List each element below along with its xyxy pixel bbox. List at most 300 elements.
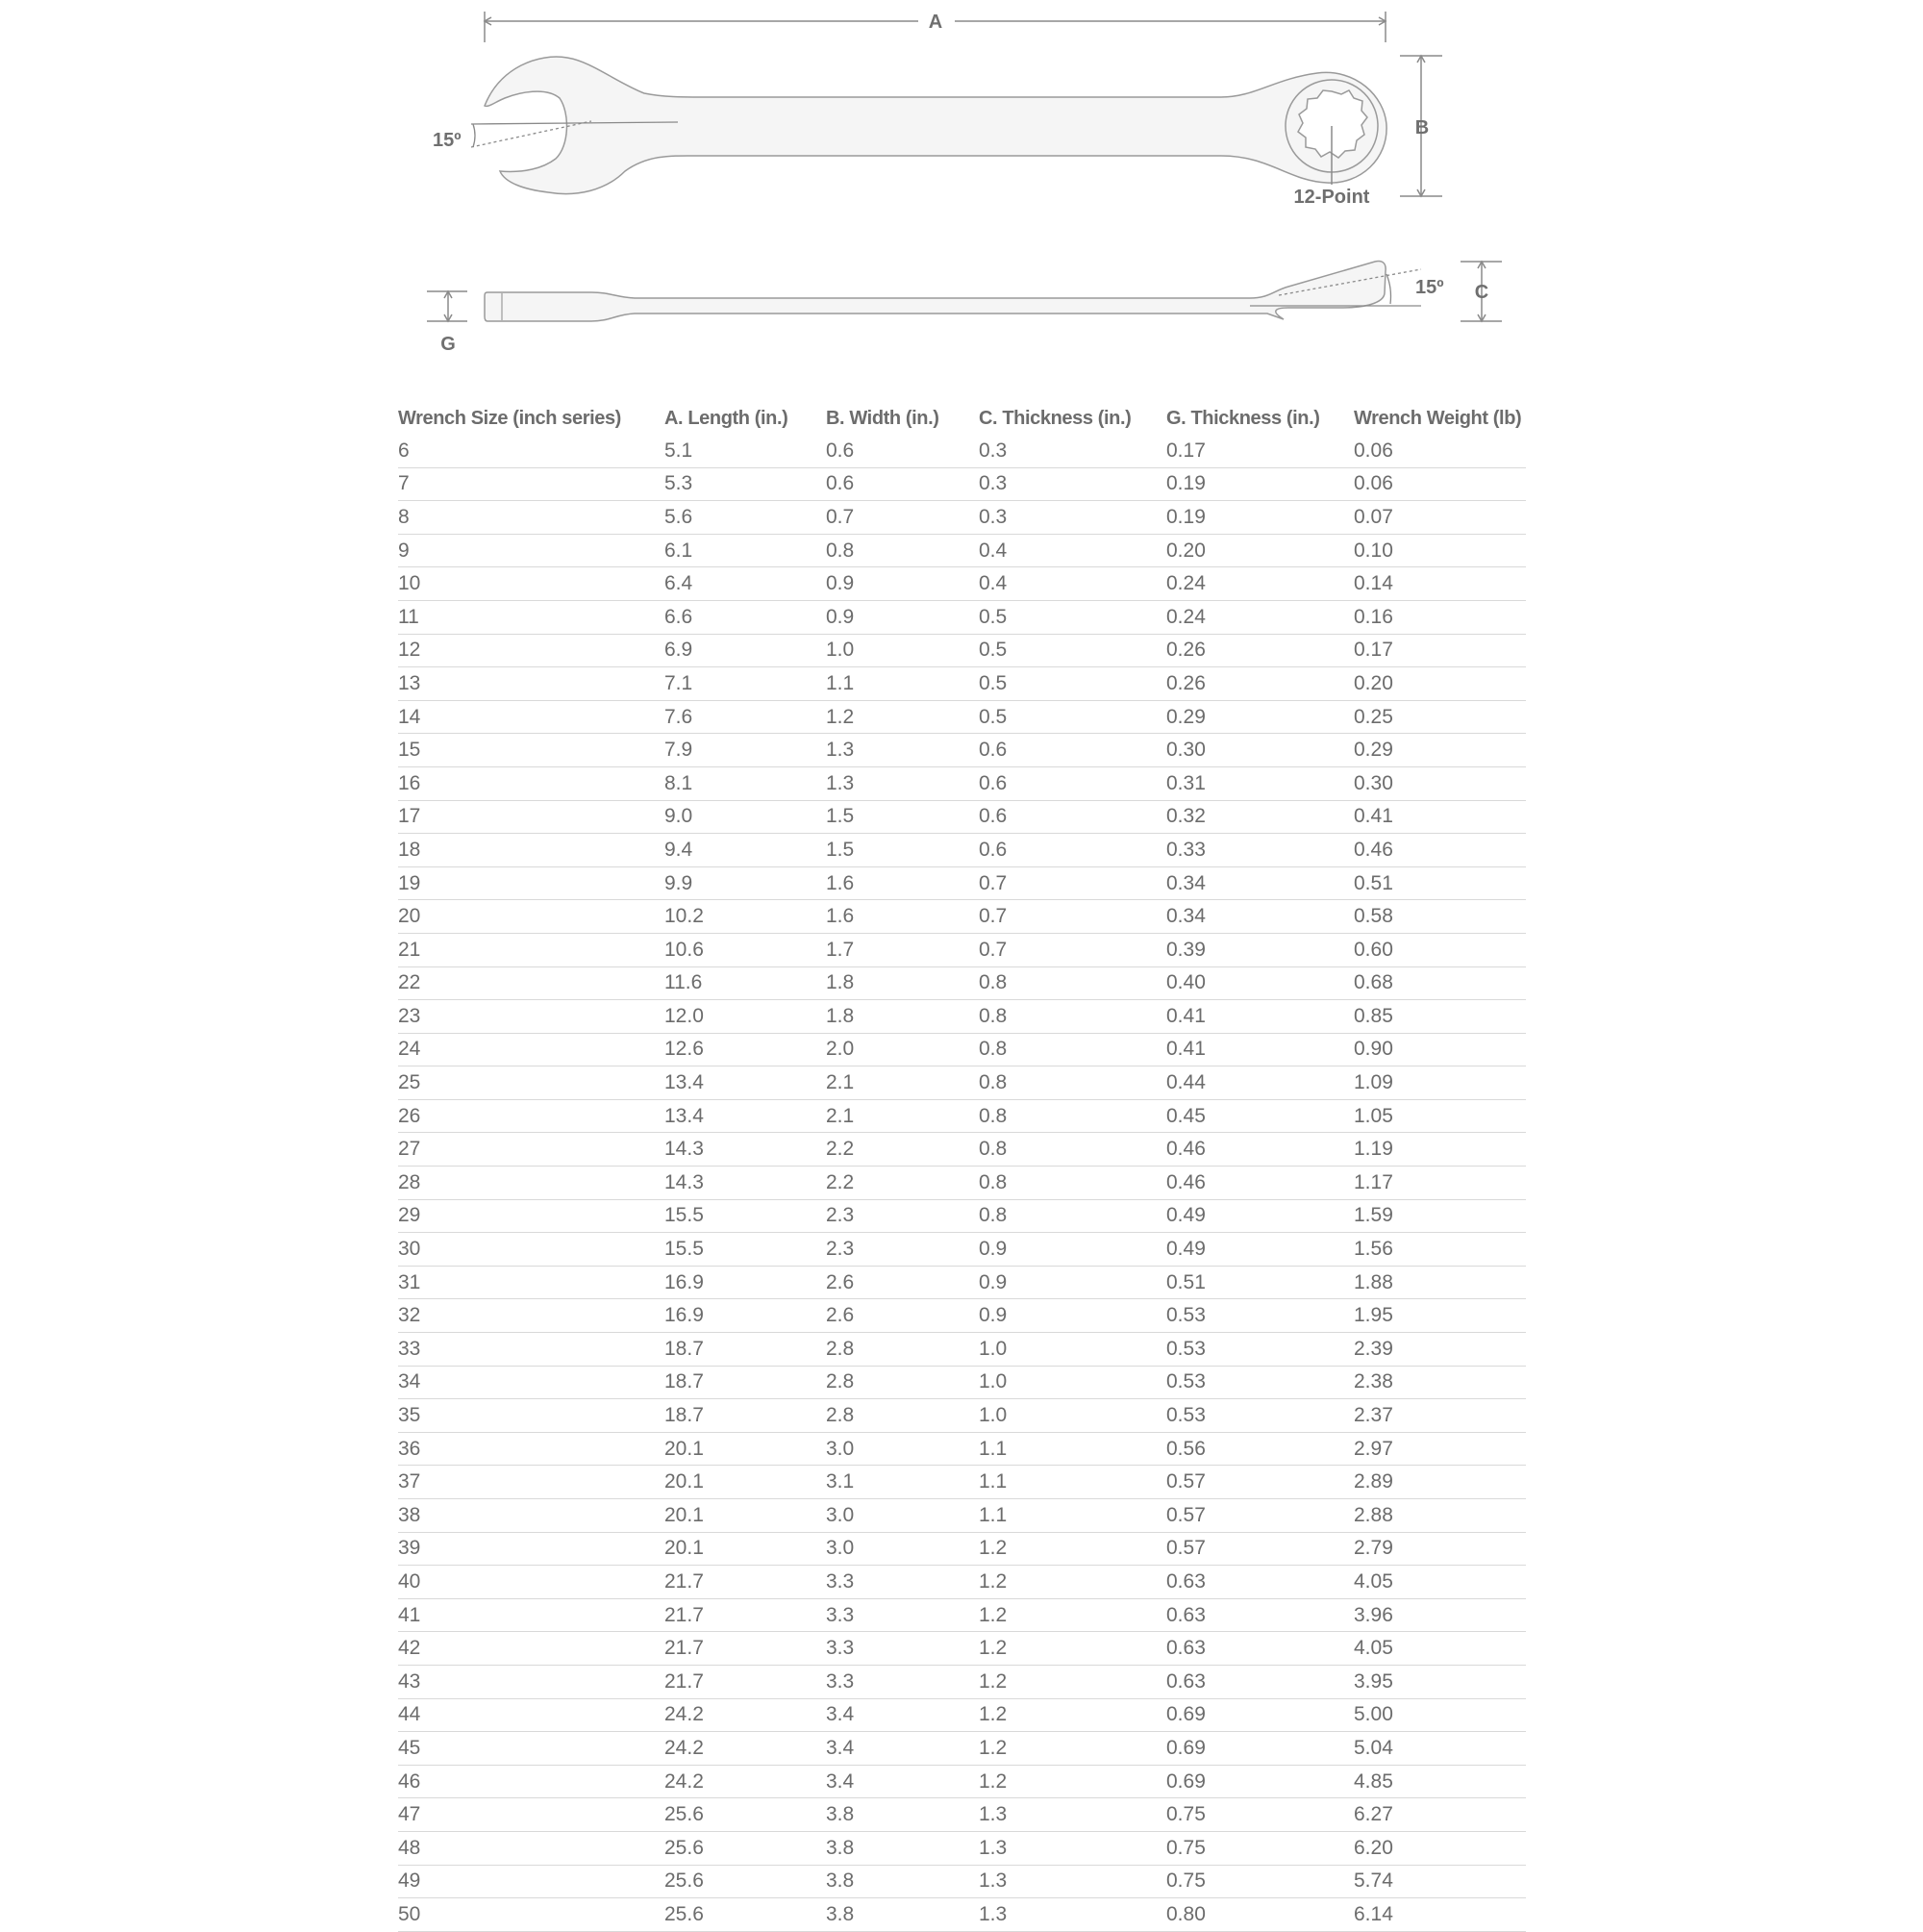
cell-length: 21.7 xyxy=(664,1665,826,1698)
cell-width: 3.3 xyxy=(826,1665,979,1698)
cell-weight: 1.05 xyxy=(1354,1099,1526,1133)
cell-weight: 0.68 xyxy=(1354,966,1526,1000)
cell-c-thickness: 0.7 xyxy=(979,933,1166,966)
cell-width: 1.3 xyxy=(826,766,979,800)
cell-wrench-size: 13 xyxy=(398,667,664,701)
dim-a-label: A xyxy=(928,12,943,33)
cell-width: 3.4 xyxy=(826,1698,979,1732)
cell-g-thickness: 0.63 xyxy=(1166,1665,1354,1698)
cell-weight: 4.05 xyxy=(1354,1566,1526,1599)
cell-width: 1.0 xyxy=(826,634,979,667)
cell-wrench-size: 6 xyxy=(398,435,664,467)
cell-weight: 5.04 xyxy=(1354,1732,1526,1766)
cell-length: 5.1 xyxy=(664,435,826,467)
dim-g-label: G xyxy=(440,334,456,355)
dimension-g xyxy=(427,291,467,321)
header-width: B. Width (in.) xyxy=(826,407,939,429)
table-row xyxy=(398,866,1526,900)
cell-c-thickness: 1.0 xyxy=(979,1366,1166,1399)
cell-weight: 1.17 xyxy=(1354,1167,1526,1200)
cell-c-thickness: 1.3 xyxy=(979,1898,1166,1932)
cell-length: 7.9 xyxy=(664,734,826,767)
cell-c-thickness: 1.2 xyxy=(979,1632,1166,1666)
cell-weight: 0.14 xyxy=(1354,567,1526,601)
cell-g-thickness: 0.53 xyxy=(1166,1399,1354,1433)
cell-weight: 0.58 xyxy=(1354,900,1526,934)
cell-c-thickness: 1.3 xyxy=(979,1831,1166,1865)
cell-weight: 5.74 xyxy=(1354,1865,1526,1898)
cell-width: 2.2 xyxy=(826,1133,979,1167)
cell-g-thickness: 0.75 xyxy=(1166,1831,1354,1865)
cell-c-thickness: 0.5 xyxy=(979,600,1166,634)
cell-g-thickness: 0.32 xyxy=(1166,800,1354,834)
dim-b-label: B xyxy=(1414,117,1430,138)
cell-wrench-size: 14 xyxy=(398,700,664,734)
cell-width: 3.8 xyxy=(826,1831,979,1865)
cell-width: 1.7 xyxy=(826,933,979,966)
cell-length: 25.6 xyxy=(664,1898,826,1932)
cell-c-thickness: 0.8 xyxy=(979,1000,1166,1034)
cell-wrench-size: 31 xyxy=(398,1266,664,1299)
table-row xyxy=(398,1299,1526,1333)
table-row xyxy=(398,1199,1526,1233)
cell-g-thickness: 0.69 xyxy=(1166,1765,1354,1798)
table-row xyxy=(398,1865,1526,1898)
table-row xyxy=(398,1566,1526,1599)
cell-c-thickness: 0.9 xyxy=(979,1266,1166,1299)
cell-weight: 0.06 xyxy=(1354,435,1526,467)
table-row xyxy=(398,1432,1526,1466)
cell-weight: 0.46 xyxy=(1354,834,1526,867)
header-length: A. Length (in.) xyxy=(664,407,788,429)
cell-length: 24.2 xyxy=(664,1732,826,1766)
cell-weight: 0.90 xyxy=(1354,1033,1526,1066)
cell-width: 2.1 xyxy=(826,1099,979,1133)
cell-c-thickness: 1.1 xyxy=(979,1499,1166,1533)
cell-length: 21.7 xyxy=(664,1632,826,1666)
cell-weight: 1.95 xyxy=(1354,1299,1526,1333)
cell-g-thickness: 0.31 xyxy=(1166,766,1354,800)
cell-g-thickness: 0.17 xyxy=(1166,435,1354,467)
cell-wrench-size: 25 xyxy=(398,1066,664,1100)
cell-length: 21.7 xyxy=(664,1566,826,1599)
cell-weight: 6.27 xyxy=(1354,1798,1526,1832)
table-row xyxy=(398,834,1526,867)
cell-wrench-size: 45 xyxy=(398,1732,664,1766)
cell-length: 10.6 xyxy=(664,933,826,966)
cell-weight: 0.10 xyxy=(1354,534,1526,567)
cell-g-thickness: 0.75 xyxy=(1166,1798,1354,1832)
table-row xyxy=(398,1898,1526,1932)
cell-wrench-size: 20 xyxy=(398,900,664,934)
table-row xyxy=(398,1133,1526,1167)
cell-wrench-size: 35 xyxy=(398,1399,664,1433)
cell-weight: 1.88 xyxy=(1354,1266,1526,1299)
cell-wrench-size: 11 xyxy=(398,600,664,634)
table-row xyxy=(398,1333,1526,1367)
wrench-diagram xyxy=(0,0,1923,385)
cell-wrench-size: 41 xyxy=(398,1598,664,1632)
cell-weight: 0.16 xyxy=(1354,600,1526,634)
cell-c-thickness: 1.2 xyxy=(979,1566,1166,1599)
cell-g-thickness: 0.63 xyxy=(1166,1632,1354,1666)
cell-wrench-size: 47 xyxy=(398,1798,664,1832)
cell-wrench-size: 33 xyxy=(398,1333,664,1367)
cell-c-thickness: 0.4 xyxy=(979,567,1166,601)
table-row xyxy=(398,1765,1526,1798)
cell-length: 20.1 xyxy=(664,1466,826,1499)
cell-g-thickness: 0.26 xyxy=(1166,667,1354,701)
cell-width: 0.6 xyxy=(826,467,979,501)
cell-c-thickness: 0.6 xyxy=(979,800,1166,834)
cell-length: 18.7 xyxy=(664,1366,826,1399)
cell-weight: 1.59 xyxy=(1354,1199,1526,1233)
table-row xyxy=(398,567,1526,601)
cell-g-thickness: 0.53 xyxy=(1166,1333,1354,1367)
cell-width: 2.8 xyxy=(826,1333,979,1367)
cell-g-thickness: 0.39 xyxy=(1166,933,1354,966)
cell-c-thickness: 0.6 xyxy=(979,834,1166,867)
cell-length: 20.1 xyxy=(664,1432,826,1466)
cell-weight: 1.09 xyxy=(1354,1066,1526,1100)
cell-width: 3.3 xyxy=(826,1566,979,1599)
table-row xyxy=(398,933,1526,966)
cell-weight: 5.00 xyxy=(1354,1698,1526,1732)
cell-weight: 2.97 xyxy=(1354,1432,1526,1466)
cell-width: 2.3 xyxy=(826,1233,979,1267)
cell-width: 0.6 xyxy=(826,435,979,467)
cell-length: 6.9 xyxy=(664,634,826,667)
cell-weight: 0.85 xyxy=(1354,1000,1526,1034)
cell-c-thickness: 0.8 xyxy=(979,966,1166,1000)
cell-g-thickness: 0.80 xyxy=(1166,1898,1354,1932)
cell-wrench-size: 36 xyxy=(398,1432,664,1466)
cell-g-thickness: 0.57 xyxy=(1166,1532,1354,1566)
cell-c-thickness: 0.7 xyxy=(979,900,1166,934)
cell-wrench-size: 26 xyxy=(398,1099,664,1133)
cell-wrench-size: 23 xyxy=(398,1000,664,1034)
cell-g-thickness: 0.49 xyxy=(1166,1199,1354,1233)
cell-g-thickness: 0.69 xyxy=(1166,1732,1354,1766)
cell-g-thickness: 0.20 xyxy=(1166,534,1354,567)
table-row xyxy=(398,700,1526,734)
cell-width: 3.3 xyxy=(826,1598,979,1632)
cell-weight: 0.29 xyxy=(1354,734,1526,767)
cell-length: 6.6 xyxy=(664,600,826,634)
cell-length: 15.5 xyxy=(664,1233,826,1267)
twelve-point-label: 12-Point xyxy=(1293,187,1370,208)
cell-c-thickness: 1.1 xyxy=(979,1432,1166,1466)
cell-g-thickness: 0.30 xyxy=(1166,734,1354,767)
cell-g-thickness: 0.33 xyxy=(1166,834,1354,867)
cell-c-thickness: 1.2 xyxy=(979,1765,1166,1798)
cell-length: 6.1 xyxy=(664,534,826,567)
cell-wrench-size: 48 xyxy=(398,1831,664,1865)
cell-g-thickness: 0.63 xyxy=(1166,1598,1354,1632)
cell-length: 5.3 xyxy=(664,467,826,501)
table-row xyxy=(398,1066,1526,1100)
cell-wrench-size: 19 xyxy=(398,866,664,900)
cell-g-thickness: 0.46 xyxy=(1166,1167,1354,1200)
cell-width: 2.6 xyxy=(826,1266,979,1299)
cell-width: 2.1 xyxy=(826,1066,979,1100)
cell-weight: 0.51 xyxy=(1354,866,1526,900)
cell-length: 24.2 xyxy=(664,1698,826,1732)
cell-wrench-size: 17 xyxy=(398,800,664,834)
cell-g-thickness: 0.29 xyxy=(1166,700,1354,734)
cell-width: 3.0 xyxy=(826,1532,979,1566)
cell-c-thickness: 1.2 xyxy=(979,1598,1166,1632)
cell-length: 13.4 xyxy=(664,1099,826,1133)
cell-g-thickness: 0.57 xyxy=(1166,1499,1354,1533)
cell-wrench-size: 30 xyxy=(398,1233,664,1267)
cell-length: 25.6 xyxy=(664,1798,826,1832)
table-row xyxy=(398,1831,1526,1865)
table-row xyxy=(398,1266,1526,1299)
cell-c-thickness: 0.8 xyxy=(979,1066,1166,1100)
cell-width: 0.9 xyxy=(826,567,979,601)
cell-length: 25.6 xyxy=(664,1865,826,1898)
cell-length: 11.6 xyxy=(664,966,826,1000)
cell-length: 10.2 xyxy=(664,900,826,934)
cell-wrench-size: 43 xyxy=(398,1665,664,1698)
cell-length: 24.2 xyxy=(664,1765,826,1798)
cell-width: 1.6 xyxy=(826,866,979,900)
cell-wrench-size: 46 xyxy=(398,1765,664,1798)
cell-length: 12.6 xyxy=(664,1033,826,1066)
cell-length: 20.1 xyxy=(664,1532,826,1566)
cell-c-thickness: 1.0 xyxy=(979,1333,1166,1367)
cell-length: 6.4 xyxy=(664,567,826,601)
cell-g-thickness: 0.19 xyxy=(1166,501,1354,535)
cell-width: 3.0 xyxy=(826,1432,979,1466)
cell-g-thickness: 0.46 xyxy=(1166,1133,1354,1167)
cell-width: 2.2 xyxy=(826,1167,979,1200)
cell-weight: 2.39 xyxy=(1354,1333,1526,1367)
cell-width: 0.8 xyxy=(826,534,979,567)
cell-length: 8.1 xyxy=(664,766,826,800)
cell-weight: 2.38 xyxy=(1354,1366,1526,1399)
cell-wrench-size: 24 xyxy=(398,1033,664,1066)
cell-width: 1.8 xyxy=(826,966,979,1000)
header-wrench-size: Wrench Size (inch series) xyxy=(398,407,621,429)
cell-length: 16.9 xyxy=(664,1266,826,1299)
cell-wrench-size: 27 xyxy=(398,1133,664,1167)
cell-length: 9.4 xyxy=(664,834,826,867)
cell-length: 13.4 xyxy=(664,1066,826,1100)
cell-width: 1.6 xyxy=(826,900,979,934)
cell-g-thickness: 0.63 xyxy=(1166,1566,1354,1599)
cell-wrench-size: 28 xyxy=(398,1167,664,1200)
cell-width: 2.6 xyxy=(826,1299,979,1333)
table-row xyxy=(398,966,1526,1000)
cell-width: 1.8 xyxy=(826,1000,979,1034)
table-row xyxy=(398,1033,1526,1066)
cell-wrench-size: 42 xyxy=(398,1632,664,1666)
cell-width: 3.8 xyxy=(826,1898,979,1932)
cell-g-thickness: 0.19 xyxy=(1166,467,1354,501)
table-row xyxy=(398,435,1526,467)
cell-weight: 1.19 xyxy=(1354,1133,1526,1167)
cell-length: 9.9 xyxy=(664,866,826,900)
table-row xyxy=(398,1000,1526,1034)
cell-g-thickness: 0.34 xyxy=(1166,900,1354,934)
cell-c-thickness: 1.2 xyxy=(979,1732,1166,1766)
table-row xyxy=(398,634,1526,667)
cell-g-thickness: 0.40 xyxy=(1166,966,1354,1000)
cell-length: 12.0 xyxy=(664,1000,826,1034)
cell-c-thickness: 1.3 xyxy=(979,1798,1166,1832)
cell-wrench-size: 38 xyxy=(398,1499,664,1533)
header-weight: Wrench Weight (lb) xyxy=(1354,407,1522,429)
cell-length: 9.0 xyxy=(664,800,826,834)
header-c-thickness: C. Thickness (in.) xyxy=(979,407,1132,429)
cell-width: 3.8 xyxy=(826,1798,979,1832)
cell-c-thickness: 0.8 xyxy=(979,1033,1166,1066)
cell-width: 2.8 xyxy=(826,1366,979,1399)
cell-wrench-size: 49 xyxy=(398,1865,664,1898)
cell-weight: 0.17 xyxy=(1354,634,1526,667)
table-row xyxy=(398,1399,1526,1433)
cell-c-thickness: 1.2 xyxy=(979,1665,1166,1698)
table-header-row xyxy=(398,402,1526,435)
cell-width: 1.5 xyxy=(826,834,979,867)
cell-wrench-size: 29 xyxy=(398,1199,664,1233)
table-row xyxy=(398,1499,1526,1533)
cell-c-thickness: 1.2 xyxy=(979,1532,1166,1566)
table-row xyxy=(398,1233,1526,1267)
cell-c-thickness: 0.5 xyxy=(979,700,1166,734)
cell-g-thickness: 0.41 xyxy=(1166,1033,1354,1066)
wrench-spec-table xyxy=(398,402,1526,1932)
cell-width: 3.4 xyxy=(826,1732,979,1766)
cell-wrench-size: 40 xyxy=(398,1566,664,1599)
table-row xyxy=(398,800,1526,834)
cell-g-thickness: 0.45 xyxy=(1166,1099,1354,1133)
table-body xyxy=(398,435,1526,1931)
cell-width: 1.3 xyxy=(826,734,979,767)
cell-c-thickness: 0.3 xyxy=(979,501,1166,535)
cell-width: 2.8 xyxy=(826,1399,979,1433)
cell-width: 3.4 xyxy=(826,1765,979,1798)
cell-wrench-size: 44 xyxy=(398,1698,664,1732)
cell-c-thickness: 1.1 xyxy=(979,1466,1166,1499)
cell-c-thickness: 0.8 xyxy=(979,1167,1166,1200)
cell-weight: 0.41 xyxy=(1354,800,1526,834)
cell-weight: 0.60 xyxy=(1354,933,1526,966)
cell-length: 25.6 xyxy=(664,1831,826,1865)
cell-wrench-size: 7 xyxy=(398,467,664,501)
cell-width: 3.0 xyxy=(826,1499,979,1533)
cell-c-thickness: 1.2 xyxy=(979,1698,1166,1732)
cell-c-thickness: 0.8 xyxy=(979,1133,1166,1167)
cell-g-thickness: 0.57 xyxy=(1166,1466,1354,1499)
cell-width: 1.5 xyxy=(826,800,979,834)
cell-length: 20.1 xyxy=(664,1499,826,1533)
table-row xyxy=(398,900,1526,934)
cell-width: 0.9 xyxy=(826,600,979,634)
cell-weight: 2.89 xyxy=(1354,1466,1526,1499)
cell-c-thickness: 0.8 xyxy=(979,1199,1166,1233)
cell-weight: 0.30 xyxy=(1354,766,1526,800)
cell-c-thickness: 0.7 xyxy=(979,866,1166,900)
cell-length: 7.6 xyxy=(664,700,826,734)
cell-weight: 0.07 xyxy=(1354,501,1526,535)
cell-wrench-size: 22 xyxy=(398,966,664,1000)
cell-wrench-size: 10 xyxy=(398,567,664,601)
cell-c-thickness: 0.3 xyxy=(979,467,1166,501)
table-row xyxy=(398,667,1526,701)
table-row xyxy=(398,600,1526,634)
cell-weight: 0.25 xyxy=(1354,700,1526,734)
cell-c-thickness: 1.0 xyxy=(979,1399,1166,1433)
table-row xyxy=(398,467,1526,501)
cell-width: 3.1 xyxy=(826,1466,979,1499)
cell-weight: 6.20 xyxy=(1354,1831,1526,1865)
cell-c-thickness: 1.3 xyxy=(979,1865,1166,1898)
wrench-side-view xyxy=(485,261,1386,321)
cell-length: 18.7 xyxy=(664,1399,826,1433)
cell-wrench-size: 18 xyxy=(398,834,664,867)
cell-width: 0.7 xyxy=(826,501,979,535)
angle-top-label: 15º xyxy=(433,130,462,151)
cell-width: 3.8 xyxy=(826,1865,979,1898)
cell-c-thickness: 0.3 xyxy=(979,435,1166,467)
cell-g-thickness: 0.56 xyxy=(1166,1432,1354,1466)
table-row xyxy=(398,1167,1526,1200)
cell-weight: 1.56 xyxy=(1354,1233,1526,1267)
cell-c-thickness: 0.9 xyxy=(979,1233,1166,1267)
cell-wrench-size: 15 xyxy=(398,734,664,767)
table-row xyxy=(398,1632,1526,1666)
table-row xyxy=(398,1099,1526,1133)
table-row xyxy=(398,1598,1526,1632)
table-row xyxy=(398,1532,1526,1566)
cell-wrench-size: 16 xyxy=(398,766,664,800)
cell-width: 2.3 xyxy=(826,1199,979,1233)
cell-wrench-size: 9 xyxy=(398,534,664,567)
cell-g-thickness: 0.41 xyxy=(1166,1000,1354,1034)
cell-length: 14.3 xyxy=(664,1167,826,1200)
cell-wrench-size: 8 xyxy=(398,501,664,535)
cell-wrench-size: 32 xyxy=(398,1299,664,1333)
cell-length: 5.6 xyxy=(664,501,826,535)
dim-c-label: C xyxy=(1474,282,1489,303)
cell-length: 15.5 xyxy=(664,1199,826,1233)
cell-c-thickness: 0.9 xyxy=(979,1299,1166,1333)
cell-wrench-size: 21 xyxy=(398,933,664,966)
cell-c-thickness: 0.4 xyxy=(979,534,1166,567)
cell-c-thickness: 0.8 xyxy=(979,1099,1166,1133)
cell-length: 16.9 xyxy=(664,1299,826,1333)
cell-width: 1.2 xyxy=(826,700,979,734)
cell-length: 18.7 xyxy=(664,1333,826,1367)
cell-wrench-size: 39 xyxy=(398,1532,664,1566)
cell-c-thickness: 0.6 xyxy=(979,766,1166,800)
table-row xyxy=(398,1732,1526,1766)
cell-weight: 4.05 xyxy=(1354,1632,1526,1666)
cell-g-thickness: 0.53 xyxy=(1166,1366,1354,1399)
cell-weight: 0.20 xyxy=(1354,667,1526,701)
table-row xyxy=(398,501,1526,535)
cell-c-thickness: 0.6 xyxy=(979,734,1166,767)
cell-g-thickness: 0.53 xyxy=(1166,1299,1354,1333)
cell-width: 1.1 xyxy=(826,667,979,701)
cell-weight: 0.06 xyxy=(1354,467,1526,501)
table-row xyxy=(398,734,1526,767)
cell-weight: 2.88 xyxy=(1354,1499,1526,1533)
cell-weight: 3.96 xyxy=(1354,1598,1526,1632)
